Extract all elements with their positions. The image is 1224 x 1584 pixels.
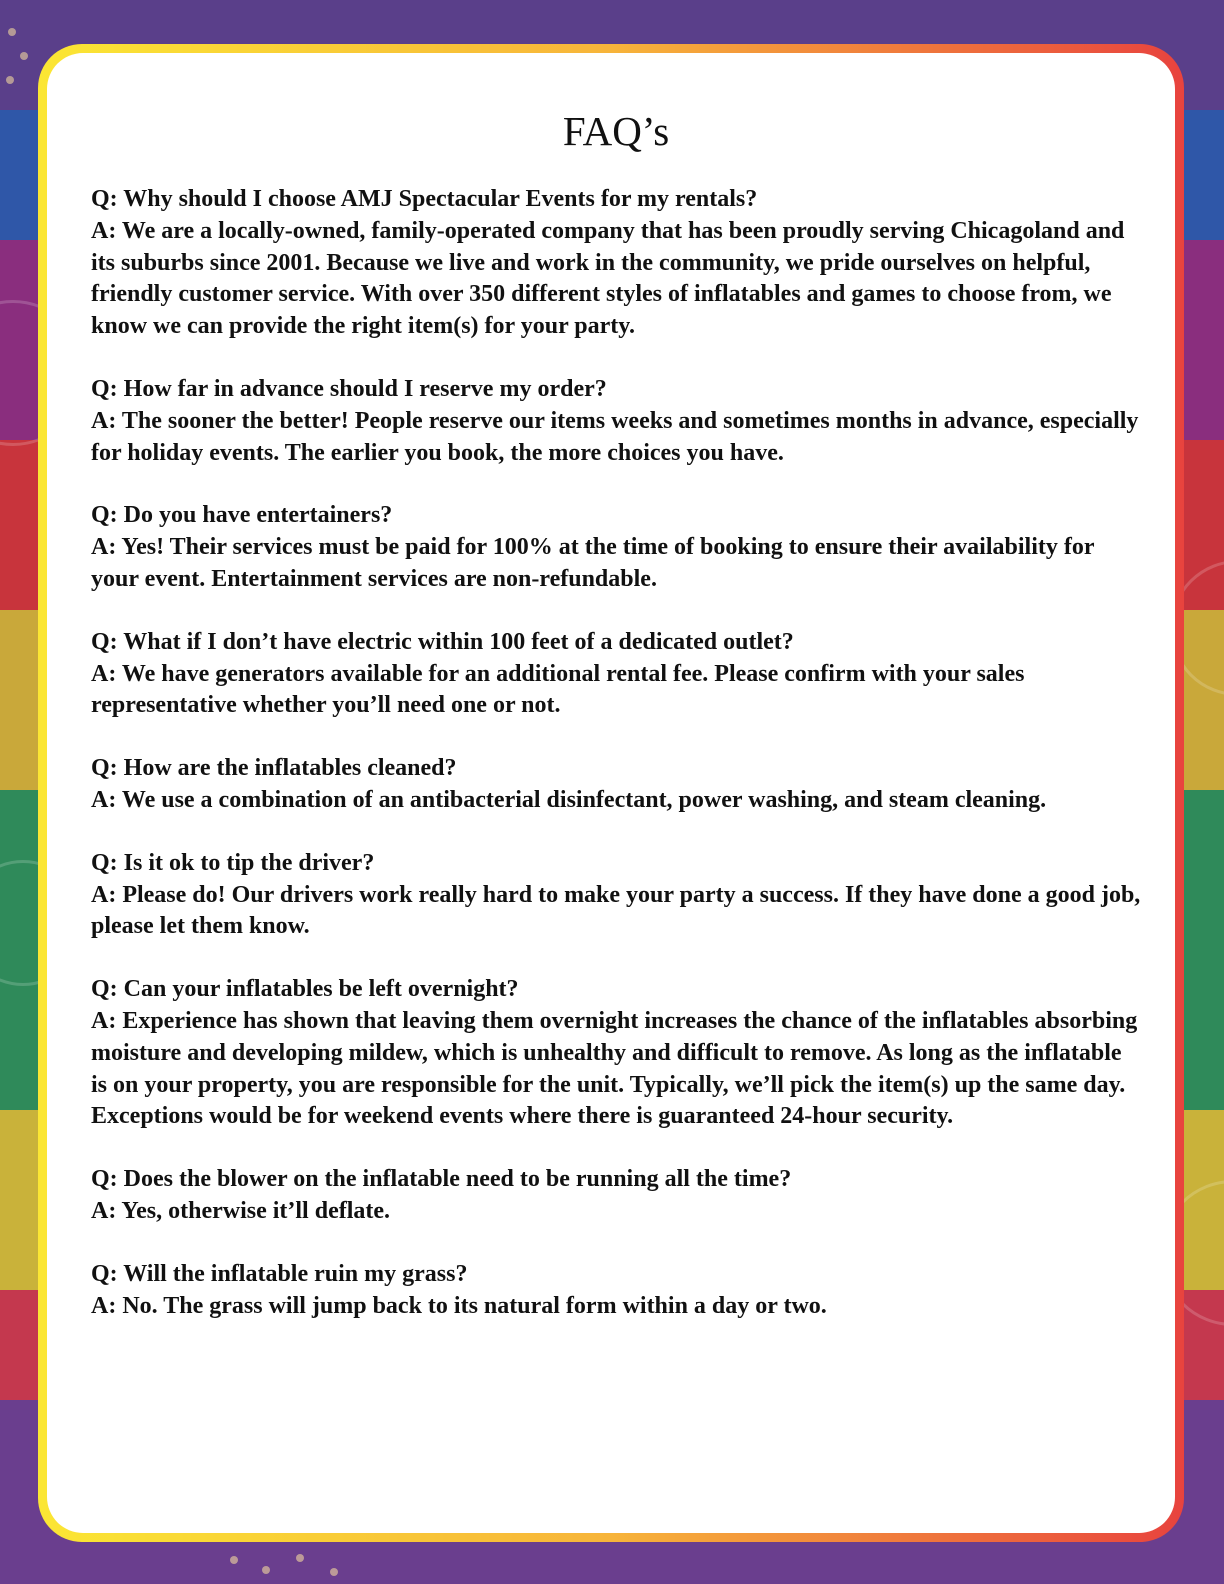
- faq-question: Q: Do you have entertainers?: [91, 502, 393, 529]
- dot-decoration: [20, 52, 28, 60]
- faq-answer: A: We use a combination of an antibacterial disinfectant, power washing, and steam cleaning.: [91, 787, 1047, 814]
- faq-answer: A: The sooner the better! People reserve our items weeks and sometimes months in advance, especially for holiday events. The earlier you book, the more choices you have.: [91, 407, 1139, 466]
- dot-decoration: [296, 1554, 304, 1562]
- faq-question: Q: Can your inflatables be left overnight?: [91, 976, 519, 1003]
- faq-answer: A: We are a locally-owned, family-operated company that has been proudly serving Chicagoland and its suburbs since 2001. Because we live and work in the community, we pride ourselves on helpful, friendly customer service. With over 350 different styles of inflatables and games to choose from, we know we can provide the right item(s) for your party.: [91, 217, 1125, 340]
- faq-answer: A: Please do! Our drivers work really hard to make your party a success. If they have done a good job, please let them know.: [91, 881, 1141, 940]
- faq-question: Q: How far in advance should I reserve my order?: [91, 376, 607, 403]
- dot-decoration: [8, 28, 16, 36]
- faq-question: Q: How are the inflatables cleaned?: [91, 755, 457, 782]
- dot-decoration: [230, 1556, 238, 1564]
- dot-decoration: [262, 1566, 270, 1574]
- faq-question: Q: Does the blower on the inflatable need to be running all the time?: [91, 1166, 792, 1193]
- faq-card-frame: [38, 44, 1184, 1542]
- faq-list: [91, 184, 1141, 1322]
- faq-item: [91, 1164, 1141, 1228]
- faq-item: [91, 848, 1141, 943]
- dot-decoration: [330, 1568, 338, 1576]
- faq-question: Q: Will the inflatable ruin my grass?: [91, 1260, 468, 1287]
- faq-item: [91, 753, 1141, 817]
- faq-answer: A: Experience has shown that leaving them overnight increases the chance of the inflatables absorbing moisture and developing mildew, which is unhealthy and difficult to remove. As long as the inflatable is on your property, you are responsible for the unit. Typically, we’ll pick the item(s) up the same day. Exceptions would be for weekend events where there is guaranteed 24-hour security.: [91, 1008, 1138, 1130]
- faq-item: [91, 627, 1141, 722]
- faq-item: [91, 500, 1141, 595]
- faq-answer: A: No. The grass will jump back to its natural form within a day or two.: [91, 1292, 827, 1319]
- dot-decoration: [6, 76, 14, 84]
- faq-question: Q: Why should I choose AMJ Spectacular Events for my rentals?: [91, 186, 758, 213]
- faq-item: [91, 184, 1141, 343]
- faq-question: Q: What if I don’t have electric within 100 feet of a dedicated outlet?: [91, 628, 794, 655]
- faq-answer: A: We have generators available for an additional rental fee. Please confirm with your sales representative whether you’ll need one or not.: [91, 660, 1025, 719]
- faq-item: [91, 1259, 1141, 1323]
- faq-question: Q: Is it ok to tip the driver?: [91, 849, 375, 876]
- faq-item: [91, 374, 1141, 469]
- faq-answer: A: Yes, otherwise it’ll deflate.: [91, 1198, 391, 1225]
- faq-answer: A: Yes! Their services must be paid for 100% at the time of booking to ensure their availability for your event. Entertainment services are non-refundable.: [91, 534, 1095, 593]
- page-title: FAQ’s: [562, 108, 670, 154]
- faq-item: [91, 974, 1141, 1133]
- faq-card: [47, 53, 1175, 1533]
